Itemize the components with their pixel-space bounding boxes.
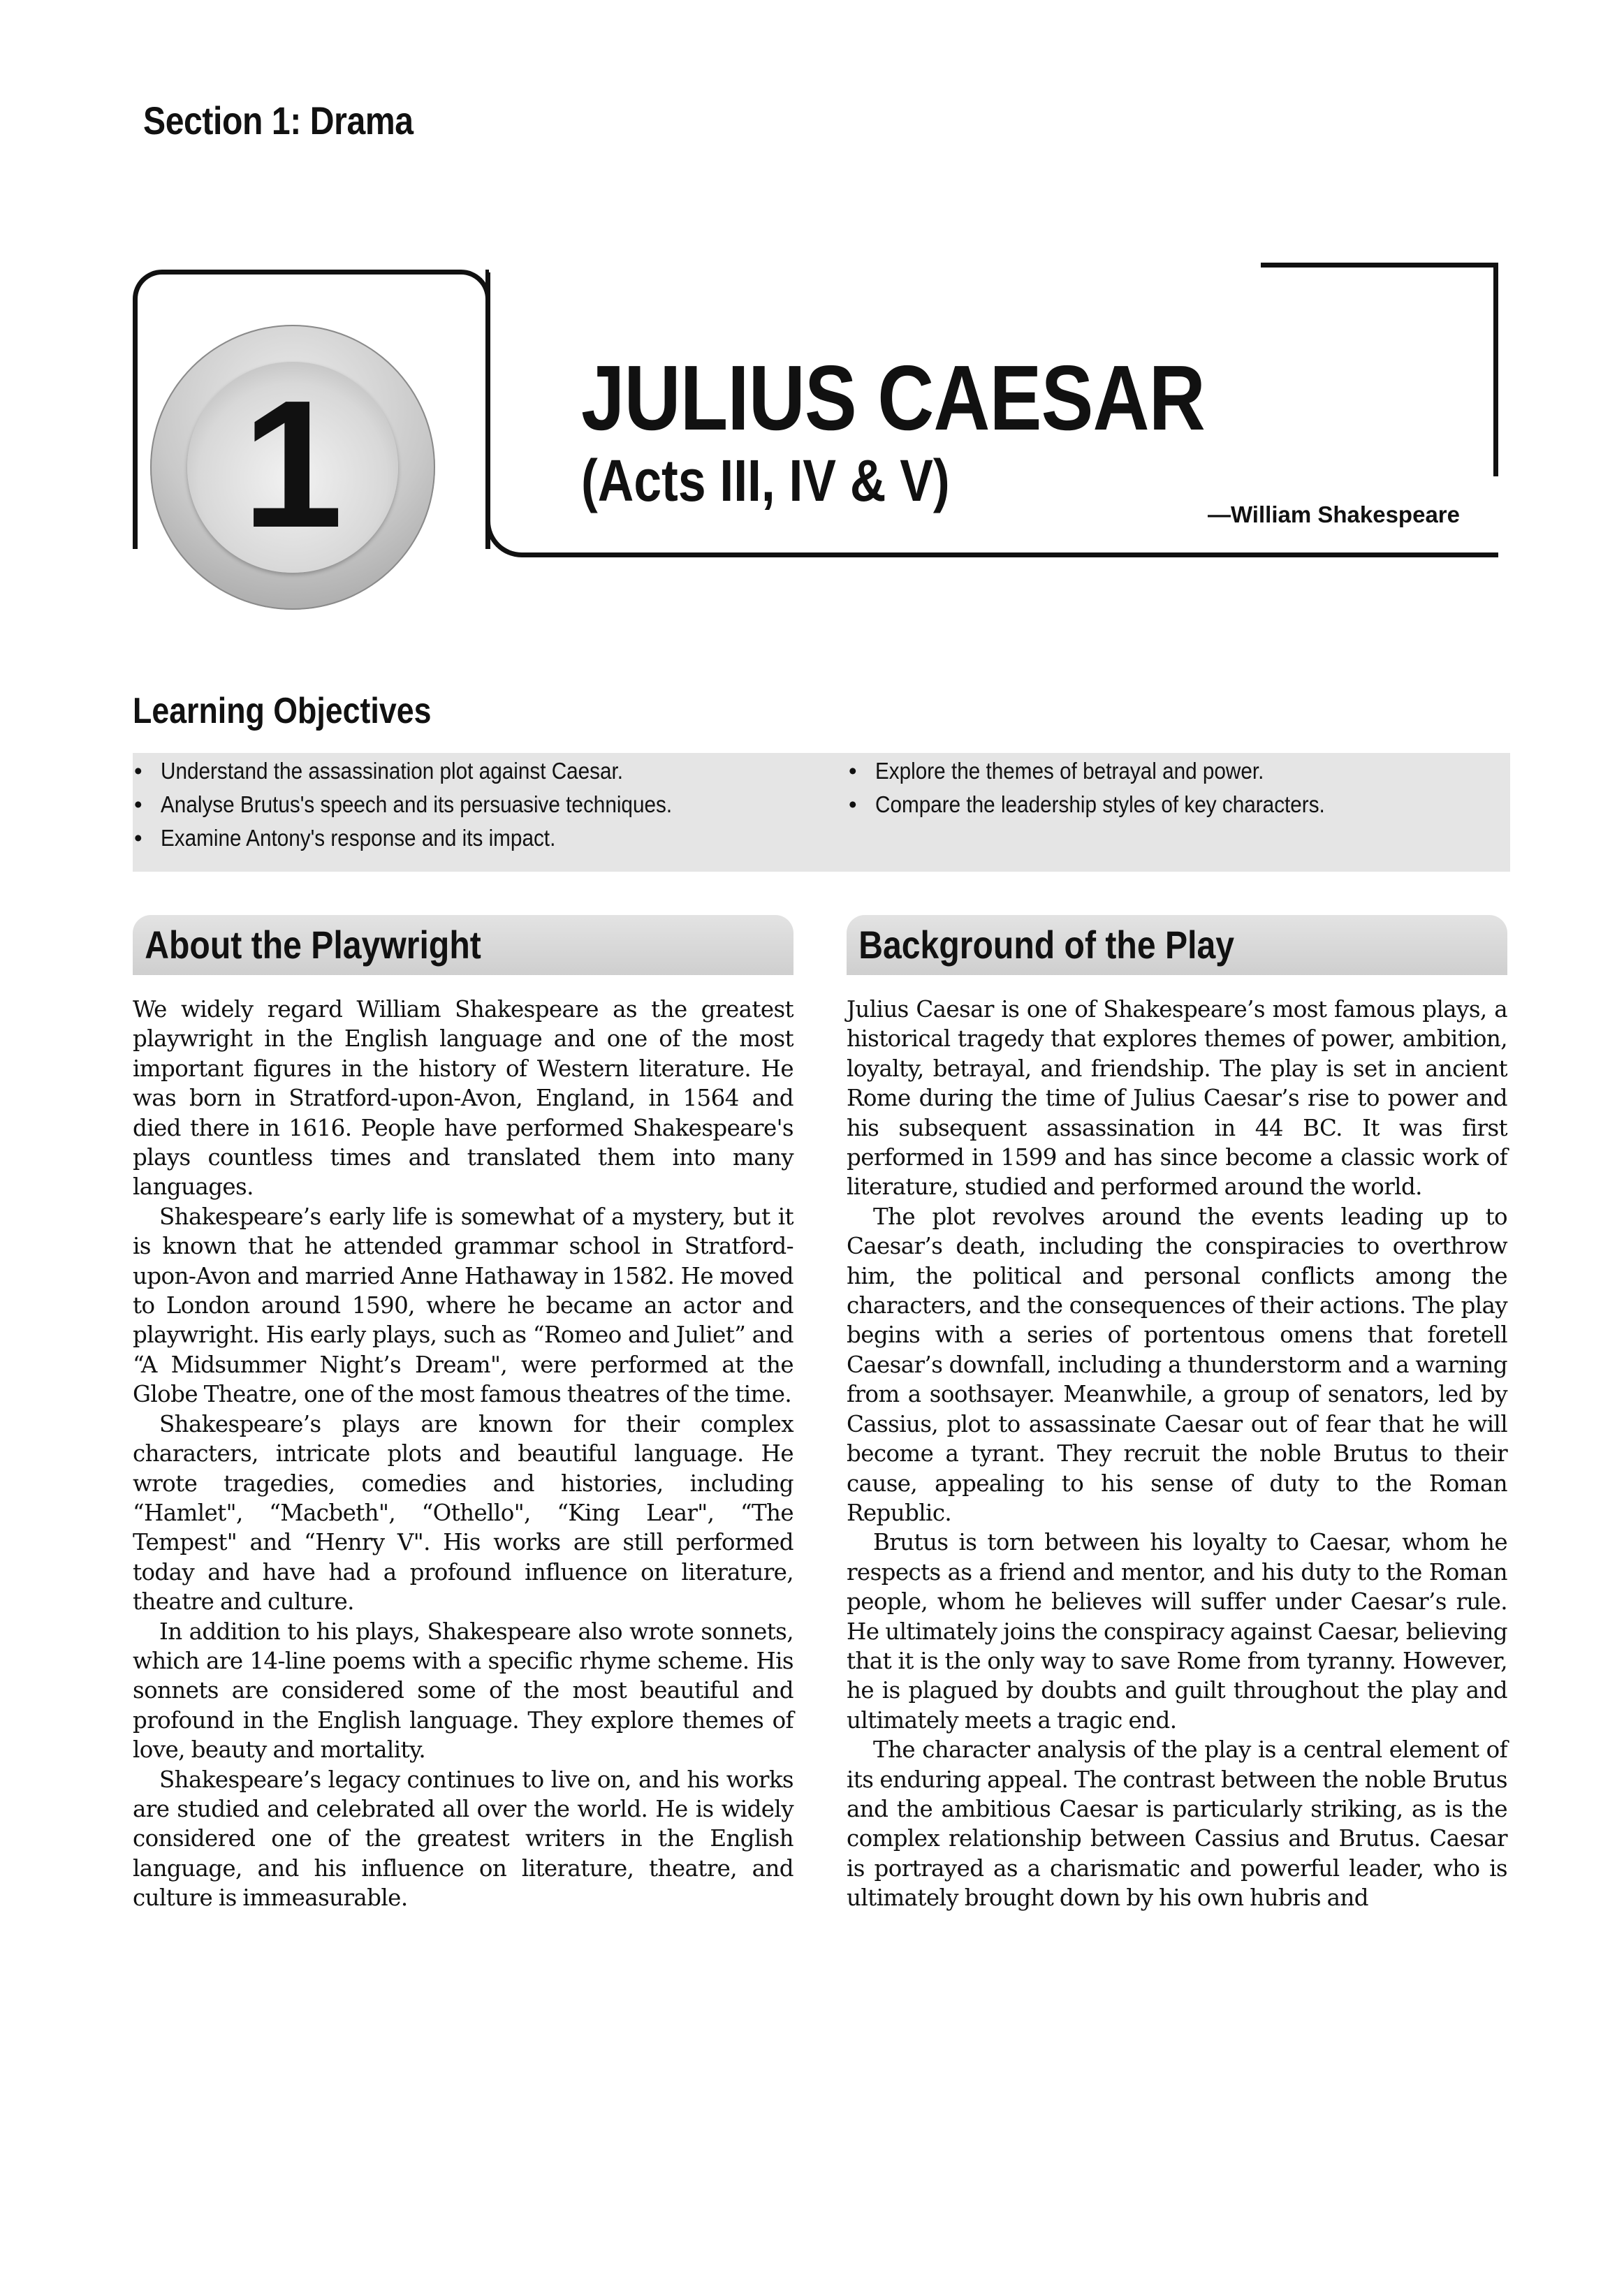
paragraph: Shakespeare’s early life is somewhat of a mystery, but it is known that he attended grammar school in Stratford-upon-Avon and married Anne Hathaway in 1582. He moved to London around 1590, where he became an actor and playwright. His early plays, such as “Romeo and Juliet” and “A Midsummer Night’s Dream", were performed at the Globe Theatre, one of the most famous theatres of the time. [133,1203,793,1408]
play-subtitle: (Acts III, IV & V) [581,448,950,513]
learning-objectives-heading: Learning Objectives [133,691,432,731]
paragraph: Brutus is torn between his loyalty to Caesar, whom he respects as a friend and mentor, and his duty to the Roman people, whom he believes will suffer under Caesar’s rule. He ultimately joins the conspiracy against Caesar, believing that it is the only way to save Rome from tyranny. However, he is plagued by doubts and guilt throughout the play and ultimately meets a tragic end. [847,1529,1507,1734]
learning-objectives-left [133,754,729,855]
paragraph: Julius Caesar is one of Shakespeare’s most famous plays, a historical tragedy that explores themes of power, ambition, loyalty, betrayal, and friendship. The play is set in ancient Rome during the time of Julius Caesar’s rise to power and his subsequent assassination in 44 BC. It was first performed in 1599 and has since become a classic work of literature, studied and performed around the world. [847,996,1507,1201]
background-heading-tab [847,915,1507,975]
paragraph: Shakespeare’s plays are known for their complex characters, intricate plots and beautiful language. He wrote tragedies, comedies and histories, including “Hamlet", “Macbeth", “Othello", “King Lear", “The Tempest" and “Henry V". His works are still performed today and have had a profound influence on literature, theatre and culture. [133,1410,793,1616]
author-credit: —William Shakespeare [1207,502,1460,527]
about-playwright-heading: About the Playwright [145,923,481,967]
objective-item: • Analyse Brutus's speech and its persuasive techniques. [133,788,729,821]
paragraph: In addition to his plays, Shakespeare also wrote sonnets, which are 14-line poems with a specific rhyme scheme. His sonnets are considered some of the most beautiful and profound in the English language. They explore themes of love, beauty and mortality. [133,1618,793,1764]
objective-item: • Examine Antony's response and its impact. [133,821,729,855]
section-label: Section 1: Drama [143,98,414,142]
objective-item: • Understand the assassination plot against Caesar. [133,754,729,788]
banner-corner-side [1493,263,1498,476]
learning-objectives-right [847,754,1375,821]
about-playwright-heading-tab [133,915,793,975]
banner-frame-joint [489,265,506,272]
background-heading: Background of the Play [858,923,1235,967]
objective-item: • Explore the themes of betrayal and power. [847,754,1375,788]
paragraph: Shakespeare’s legacy continues to live on, and his works are studied and celebrated all over the world. He is widely considered one of the greatest writers in the English language, and his influence on literature, theatre, and culture is immeasurable. [133,1766,793,1912]
paragraph: The plot revolves around the events leading up to Caesar’s death, including the conspiracies to overthrow him, the political and personal conflicts among the characters, and the consequences of their actions. The play begins with a series of portentous omens that foretell Caesar’s downfall, including a thunderstorm and a warning from a soothsayer. Meanwhile, a group of senators, led by Cassius, plot to assassinate Caesar out of fear that he will become a tyrant. They recruit the noble Brutus to their cause, appealing to his sense of duty to the Roman Republic. [847,1203,1507,1526]
banner-corner-top [1261,263,1498,268]
paragraph: We widely regard William Shakespeare as the greatest playwright in the English language and one of the most important figures in the history of Western literature. He was born in Stratford-upon-Avon, England, in 1564 and died there in 1616. People have performed Shakespeare's plays countless times and translated them into many languages. [133,996,793,1201]
background-body [847,995,1507,1913]
about-playwright-body [133,995,793,1913]
objective-item: • Compare the leadership styles of key characters. [847,788,1375,821]
play-title: JULIUS CAESAR [581,346,1205,449]
paragraph: The character analysis of the play is a central element of its enduring appeal. The contrast between the noble Brutus and the ambitious Caesar is particularly striking, as is the complex relationship between Cassius and Brutus. Caesar is portrayed as a charismatic and powerful leader, who is ultimately brought down by his own hubris and [847,1736,1507,1912]
chapter-number: 1 [242,363,344,566]
